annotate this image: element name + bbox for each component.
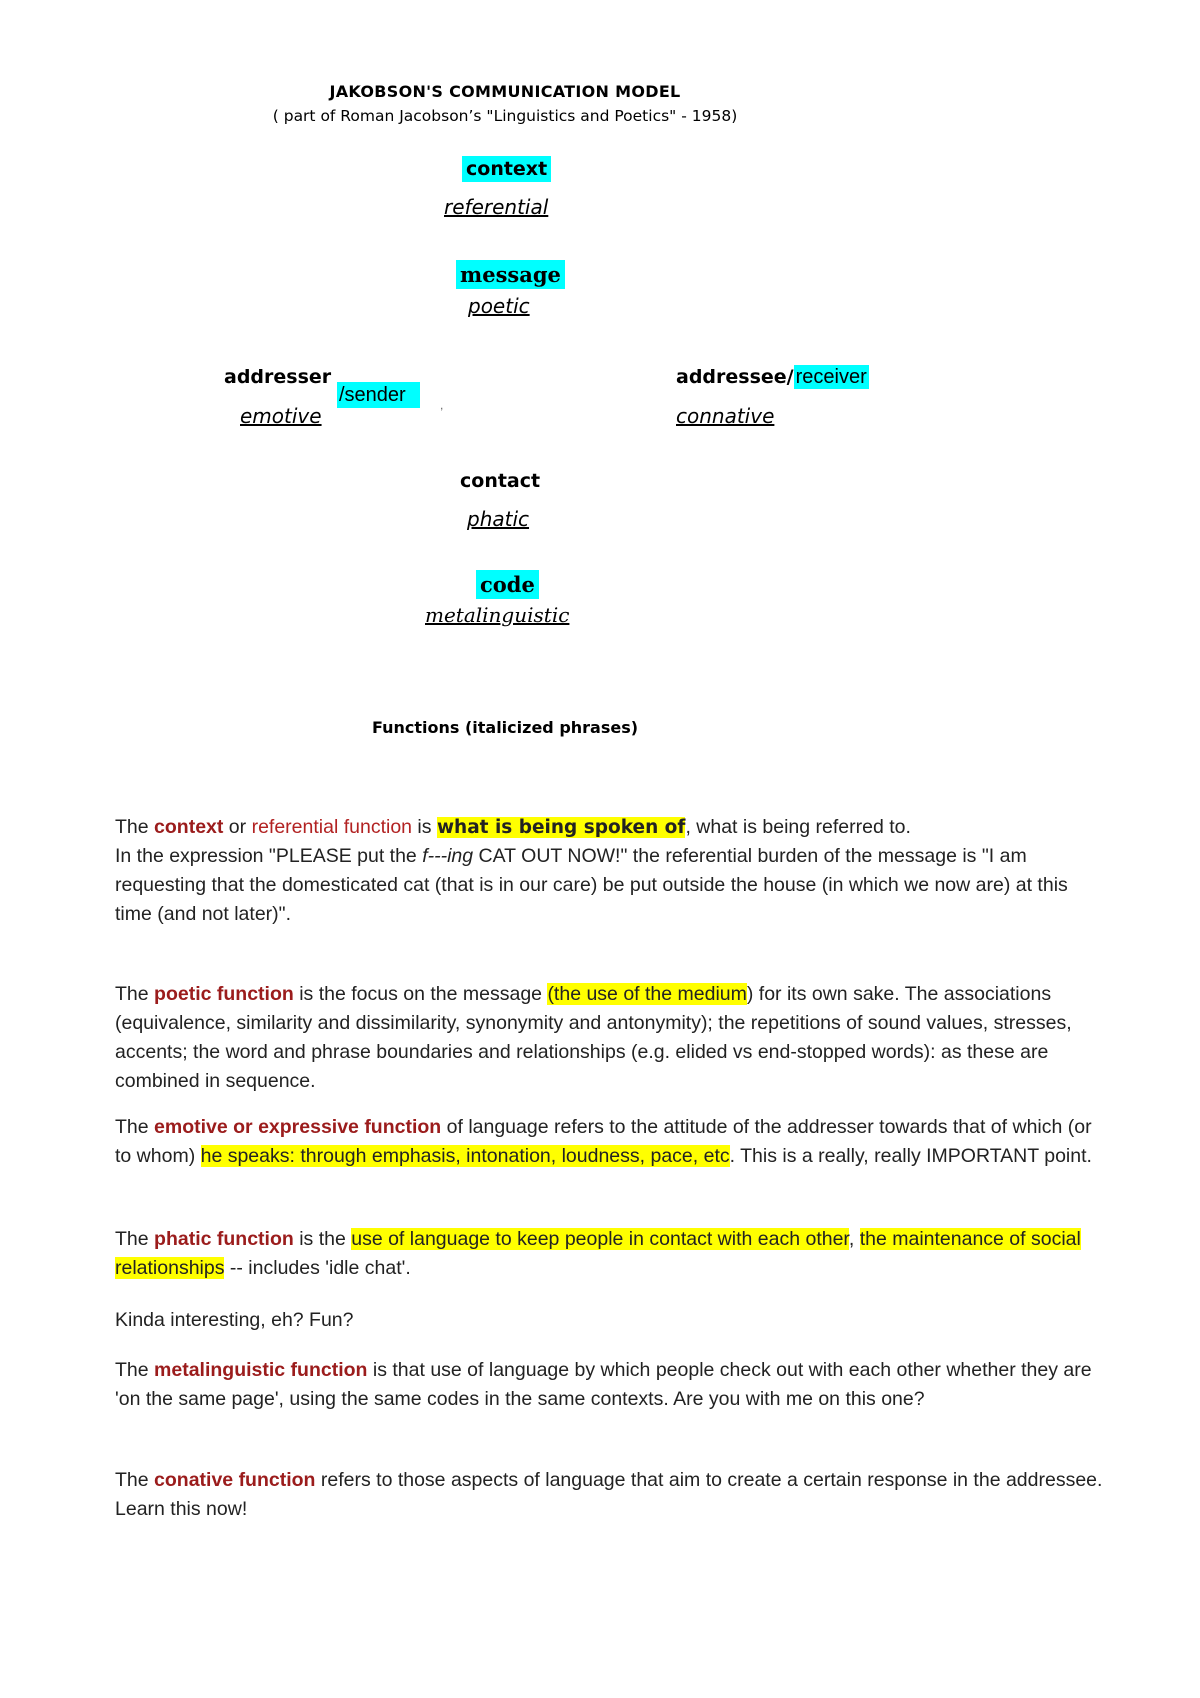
highlight-use-of-medium: (the use of the medium bbox=[547, 983, 747, 1005]
term-conative-function: conative function bbox=[154, 1469, 316, 1491]
term-metalinguistic-function: metalinguistic function bbox=[154, 1359, 368, 1381]
text-span: refers to those aspects of language that aim to create a certain response in the addressee. Learn this now! bbox=[115, 1469, 1103, 1520]
text-span: The bbox=[115, 1228, 155, 1250]
highlight-social-relationships: the maintenance of social relationships bbox=[115, 1228, 1081, 1279]
phatic-function: phatic bbox=[467, 507, 530, 531]
code-label-text: code bbox=[476, 570, 539, 599]
text-span: . This is a really, really IMPORTANT point. bbox=[729, 1145, 1092, 1167]
addressee-label-text: addressee/ bbox=[676, 366, 794, 388]
emotive-function: emotive bbox=[240, 404, 322, 428]
highlight-keep-in-contact: use of language to keep people in contact with each other bbox=[351, 1228, 849, 1250]
term-phatic-function: phatic function bbox=[154, 1228, 294, 1250]
text-span: The bbox=[115, 1469, 155, 1491]
referential-function: referential bbox=[444, 195, 549, 219]
metalinguistic-function: metalinguistic bbox=[425, 603, 570, 627]
paragraph-poetic bbox=[115, 980, 1105, 1096]
text-span: CAT OUT NOW!" the referential burden of the message is "I am requesting that the domesticated cat (that is in our care) be put outside the house (in which we now are) at this time (and not later)". bbox=[115, 845, 1068, 925]
poetic-function: poetic bbox=[468, 294, 530, 318]
highlight-what-is-spoken-of: what is being spoken of bbox=[436, 817, 686, 838]
addresser-label: addresser bbox=[224, 366, 332, 388]
aside-text: Kinda interesting, eh? Fun? bbox=[115, 1309, 354, 1331]
functions-heading: Functions (italicized phrases) bbox=[371, 718, 639, 737]
stray-mark: , bbox=[440, 398, 444, 412]
text-span: is the focus on the message bbox=[293, 983, 548, 1005]
text-span: In the expression "PLEASE put the bbox=[115, 845, 423, 867]
paragraph-emotive bbox=[115, 1113, 1105, 1171]
paragraph-aside bbox=[115, 1306, 1105, 1335]
text-span: , what is being referred to. bbox=[685, 816, 911, 838]
receiver-text: receiver bbox=[795, 366, 867, 388]
text-span: is the bbox=[293, 1228, 352, 1250]
text-span: or bbox=[223, 816, 252, 838]
message-label bbox=[456, 262, 565, 287]
paragraph-conative bbox=[115, 1466, 1105, 1524]
text-span: The bbox=[115, 983, 155, 1005]
term-poetic-function: poetic function bbox=[154, 983, 294, 1005]
text-span: The bbox=[115, 816, 155, 838]
term-emotive-function: emotive or expressive function bbox=[154, 1116, 442, 1138]
context-label-text: context bbox=[462, 156, 551, 182]
text-span: of language refers to the attitude of the addresser towards that of which (or to whom) bbox=[115, 1116, 1092, 1167]
contact-label: contact bbox=[460, 470, 541, 492]
code-label bbox=[476, 572, 539, 597]
document-title: JAKOBSON'S COMMUNICATION MODEL bbox=[329, 82, 681, 101]
connative-function: connative bbox=[676, 404, 775, 428]
sender-text: /sender bbox=[337, 382, 420, 408]
paragraph-context bbox=[115, 813, 1105, 929]
context-label bbox=[462, 158, 551, 180]
text-span: is bbox=[412, 816, 437, 838]
addresser-sender-suffix bbox=[337, 384, 420, 407]
text-span: ) for its own sake. The associations (equivalence, similarity and dissimilarity, synonymity and antonymity); the repetitions of sound values, stresses, accents; the word and phrase boundaries and relationships (e.g. elided vs end-stopped words): as these are combined in sequence. bbox=[115, 983, 1072, 1092]
text-span: , bbox=[848, 1228, 860, 1250]
document-subtitle: ( part of Roman Jacobson’s "Linguistics and Poetics" - 1958) bbox=[272, 107, 738, 125]
paragraph-phatic bbox=[115, 1225, 1105, 1283]
paragraph-metalinguistic bbox=[115, 1356, 1105, 1414]
term-referential-function: referential function bbox=[251, 816, 413, 838]
highlight-he-speaks: he speaks: through emphasis, intonation, loudness, pace, etc bbox=[200, 1145, 730, 1167]
text-span: is that use of language by which people check out with each other whether they are 'on the same page', using the same codes in the same contexts. Are you with me on this one? bbox=[115, 1359, 1092, 1410]
text-span: The bbox=[115, 1116, 155, 1138]
message-label-text: message bbox=[456, 260, 565, 289]
italic-fing: f---ing bbox=[422, 845, 474, 867]
term-context: context bbox=[154, 816, 224, 838]
text-span: The bbox=[115, 1359, 155, 1381]
text-span: -- includes 'idle chat'. bbox=[224, 1257, 411, 1279]
addressee-label bbox=[676, 366, 869, 389]
